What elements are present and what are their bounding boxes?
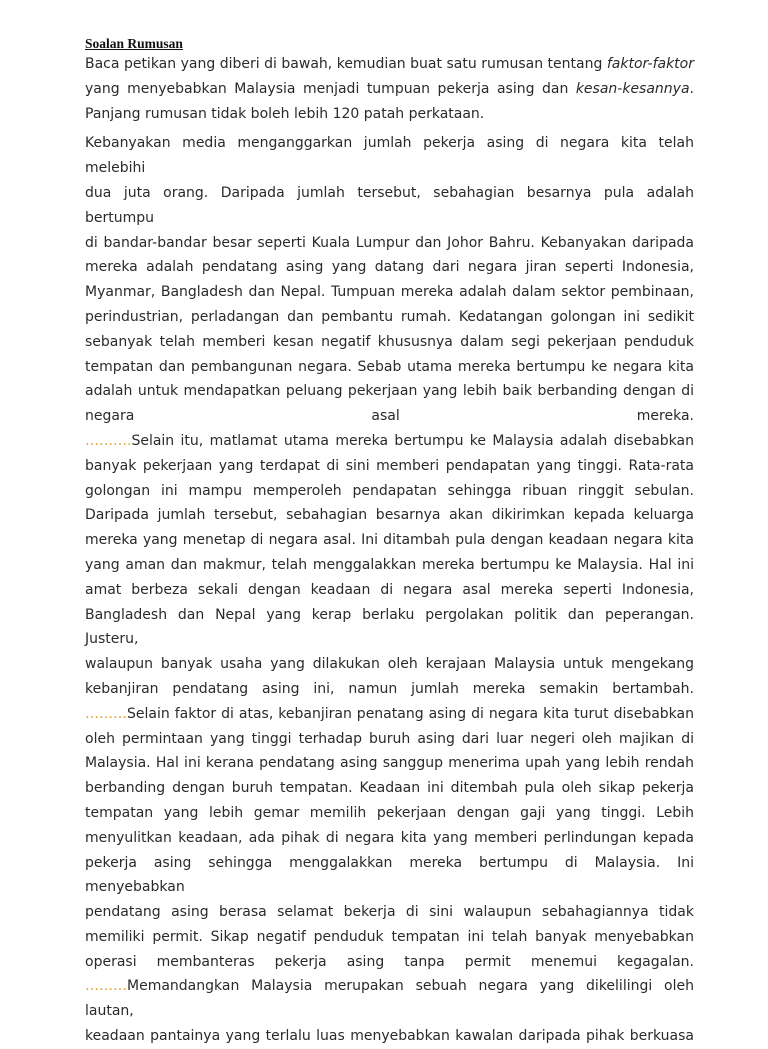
passage-line: Myanmar, Bangladesh dan Nepal. Tumpuan mereka adalah dalam sektor pembinaan,	[85, 284, 694, 301]
passage-line: walaupun banyak usaha yang dilakukan oleh kerajaan Malaysia untuk mengekang	[85, 656, 694, 673]
document-page	[85, 36, 694, 1049]
passage-line-text: Selain itu, matlamat utama mereka bertumpu ke Malaysia adalah disebabkan	[131, 432, 694, 449]
passage-line: berbanding dengan buruh tempatan. Keadaan ini ditembah pula oleh sikap pekerja	[85, 780, 694, 797]
passage-line: sebanyak telah memberi kesan negatif khususnya dalam segi pekerjaan penduduk	[85, 333, 694, 350]
passage-line: perindustrian, perladangan dan pembantu rumah. Kedatangan golongan ini sedikit	[85, 308, 694, 325]
passage-line: kebanjiran pendatang asing ini, namun jumlah mereka semakin bertambah.	[85, 680, 694, 697]
passage-line: Bangladesh dan Nepal yang kerap berlaku pergolakan politik dan peperangan. Justeru,	[85, 606, 694, 648]
heading: Soalan Rumusan	[85, 36, 183, 51]
instruction-emphasis: faktor-faktor	[606, 56, 694, 72]
passage-line: Malaysia. Hal ini kerana pendatang asing sanggup menerima upah yang lebih rendah	[85, 755, 694, 772]
passage-line: pekerja asing sehingga menggalakkan mereka bertumpu di Malaysia. Ini menyebabkan	[85, 854, 694, 896]
passage-line: dua juta orang. Daripada jumlah tersebut, sebahagian besarnya pula adalah bertumpu	[85, 184, 694, 226]
instruction-text: Baca petikan yang diberi di bawah, kemudian buat satu rumusan tentang	[85, 56, 607, 72]
passage-line: Kebanyakan media menganggarkan jumlah pekerja asing di negara kita telah melebihi	[85, 135, 694, 177]
passage-line: golongan ini mampu memperoleh pendapatan sehingga ribuan ringgit sebulan.	[85, 482, 694, 499]
passage-line	[85, 702, 694, 727]
dot-marker: ………	[85, 705, 127, 722]
instruction-text: yang menyebabkan Malaysia menjadi tumpuan pekerja asing dan	[85, 80, 576, 97]
passage-line: adalah untuk mendapatkan peluang pekerjaan yang lebih baik berbanding dengan di	[85, 383, 694, 400]
dot-marker: ………	[85, 978, 127, 995]
instruction-line-1	[85, 52, 694, 77]
passage-line: tempatan dan pembangunan negara. Sebab utama mereka bertumpu ke negara kita	[85, 358, 694, 375]
instruction-text: .	[689, 80, 694, 97]
passage-line-text: Selain faktor di atas, kebanjiran penatang asing di negara kita turut disebabkan	[127, 705, 694, 722]
passage-line: di bandar-bandar besar seperti Kuala Lumpur dan Johor Bahru. Kebanyakan daripada	[85, 234, 694, 251]
passage-line	[85, 974, 694, 1024]
passage-line	[85, 429, 694, 454]
passage-line: pendatang asing berasa selamat bekerja di sini walaupun sebahagiannya tidak	[85, 904, 694, 921]
passage-line: oleh permintaan yang tinggi terhadap buruh asing dari luar negeri oleh majikan di	[85, 730, 694, 747]
passage-line: memiliki permit. Sikap negatif penduduk tempatan ini telah banyak menyebabkan	[85, 928, 694, 945]
passage-line: mereka adalah pendatang asing yang datang dari negara jiran seperti Indonesia,	[85, 259, 694, 276]
passage-line: keadaan pantainya yang terlalu luas menyebabkan kawalan daripada pihak berkuasa	[85, 1028, 694, 1045]
passage-line-text: Memandangkan Malaysia merupakan sebuah negara yang dikelilingi oleh lautan,	[85, 978, 694, 1020]
passage-line: Daripada jumlah tersebut, sebahagian besarnya akan dikirimkan kepada keluarga	[85, 507, 694, 524]
passage-line: amat berbeza sekali dengan keadaan di negara asal mereka seperti Indonesia,	[85, 581, 694, 598]
dot-marker: ……….	[85, 432, 132, 449]
passage-line: yang aman dan makmur, telah menggalakkan mereka bertumpu ke Malaysia. Hal ini	[85, 556, 694, 573]
passage-line: tempatan yang lebih gemar memilih pekerjaan dengan gaji yang tinggi. Lebih	[85, 804, 694, 821]
passage-line: menyulitkan keadaan, ada pihak di negara kita yang memberi perlindungan kepada	[85, 829, 694, 846]
instruction-line-2	[85, 77, 694, 102]
instruction-emphasis: kesan-kesannya	[575, 80, 690, 97]
passage-line: negara asal mereka.	[85, 408, 694, 425]
passage	[85, 131, 694, 1048]
instruction-paragraph	[85, 52, 694, 126]
instruction-line-3: Panjang rumusan tidak boleh lebih 120 patah perkataan.	[85, 105, 485, 122]
passage-line: mereka yang menetap di negara asal. Ini ditambah pula dengan keadaan negara kita	[85, 532, 694, 549]
passage-line: operasi membanteras pekerja asing tanpa permit menemui kegagalan.	[85, 953, 694, 970]
passage-line: banyak pekerjaan yang terdapat di sini memberi pendapatan yang tinggi. Rata-rata	[85, 457, 694, 474]
